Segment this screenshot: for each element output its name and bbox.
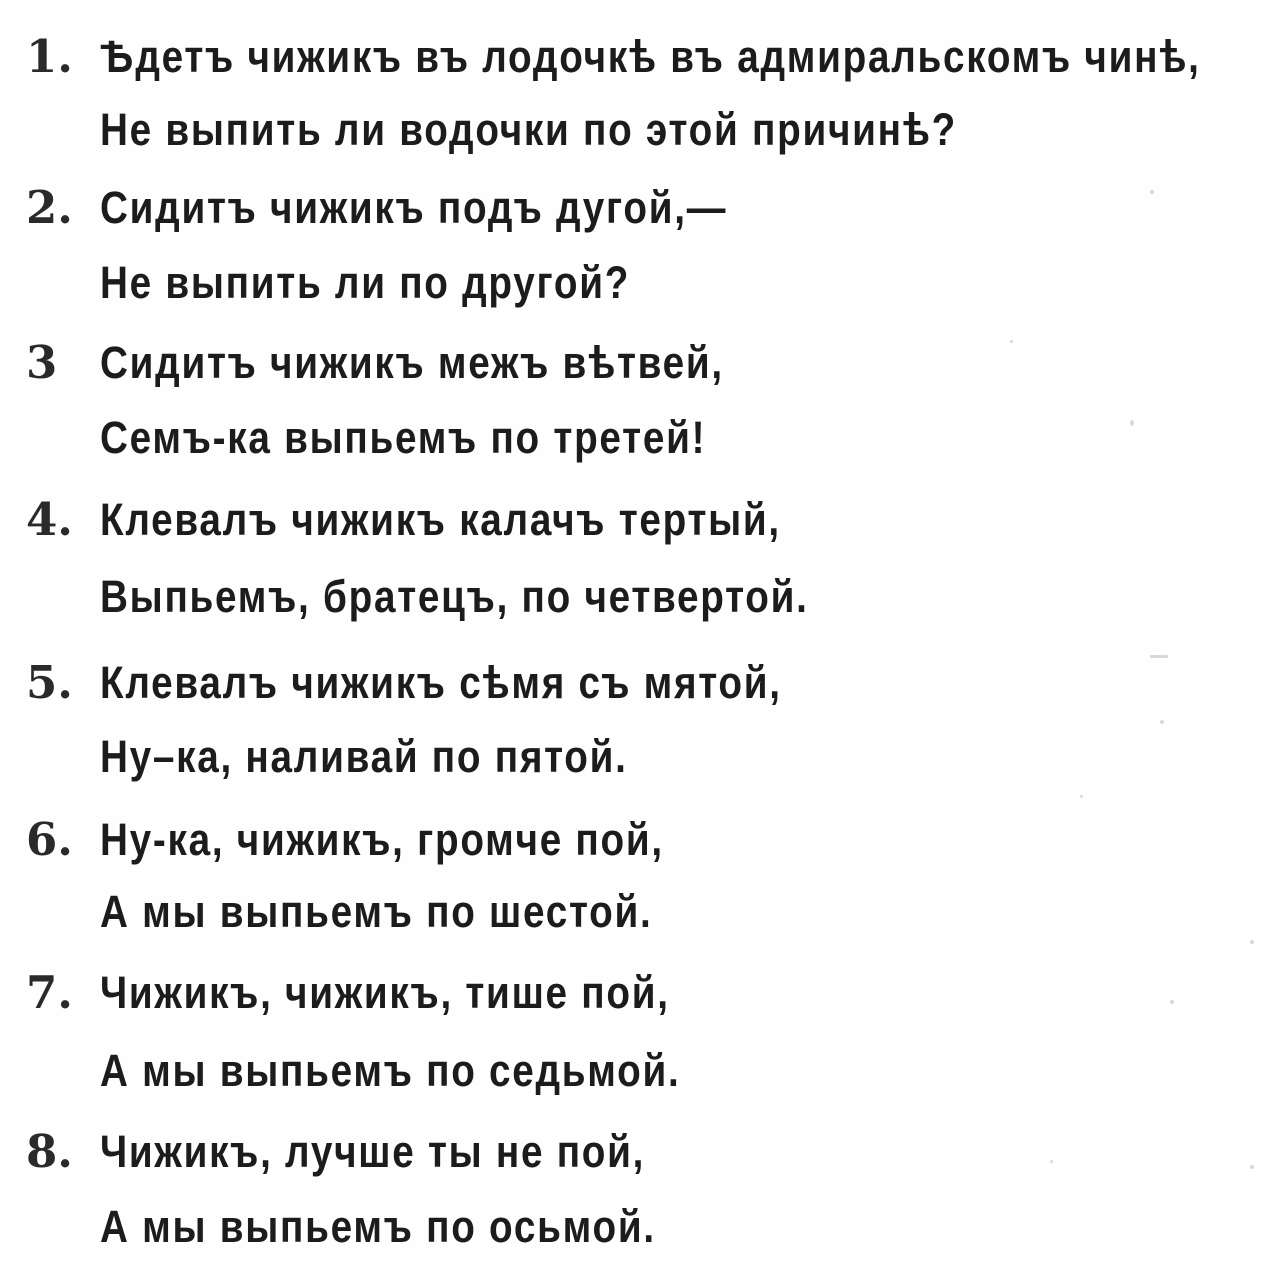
verse-line: Клевалъ чижикъ калачъ тертый, [100,494,781,545]
stanza-6-number: 6. [26,813,73,866]
stanza-8-number: 8. [26,1125,73,1178]
stanza-8-line-1 [0,1112,1280,1192]
stanza-2-line-1 [0,168,1280,248]
stanza-4-number: 4. [26,493,73,546]
verse-line: Не выпить ли по другой? [100,257,631,308]
verse-line: Не выпить ли водочки по этой причинѣ? [100,104,958,155]
verse-line: Сидитъ чижикъ межъ вѣтвей, [100,337,724,388]
verse-line: Ну-ка, чижикъ, громче пой, [100,814,664,865]
verse-line: Клевалъ чижикъ сѣмя съ мятой, [100,657,782,708]
stanza-5-number: 5. [26,656,73,709]
verse-line: Сидитъ чижикъ подъ дугой,— [100,182,728,233]
stanza-8-line-2 [0,1187,1280,1267]
verse-line: Выпьемъ, братецъ, по четвертой. [100,571,809,622]
stanza-3-line-1 [0,323,1280,403]
stanza-7-line-2 [0,1031,1280,1111]
stanza-7-line-1 [0,953,1280,1033]
stanza-6-line-1 [0,800,1280,880]
stanza-3-line-2 [0,398,1280,478]
stanza-4-line-2 [0,557,1280,637]
verse-line: Ну–ка, наливай по пятой. [100,731,628,782]
stanza-1-line-2 [0,90,1280,170]
stanza-7-number: 7. [26,966,73,1019]
stanza-2-number: 2. [26,181,73,234]
stanza-2-line-2 [0,243,1280,323]
verse-line: Ѣдетъ чижикъ въ лодочкѣ въ адмиральскомъ чинѣ, [100,31,1201,82]
verse-line: Семъ-ка выпьемъ по третей! [100,412,707,463]
verse-line: Чижикъ, лучше ты не пой, [100,1126,646,1177]
stanza-5-line-2 [0,717,1280,797]
stanza-1-line-1 [0,17,1280,97]
stanza-5-line-1 [0,643,1280,723]
stanza-4-line-1 [0,480,1280,560]
verse-line: А мы выпьемъ по шестой. [100,886,653,937]
stanza-1-number: 1. [26,30,73,83]
stanza-6-line-2 [0,872,1280,952]
verse-line: Чижикъ, чижикъ, тише пой, [100,967,670,1018]
verse-line: А мы выпьемъ по седьмой. [100,1045,681,1096]
stanza-3-number: 3 [26,336,58,389]
verse-line: А мы выпьемъ по осьмой. [100,1201,656,1252]
